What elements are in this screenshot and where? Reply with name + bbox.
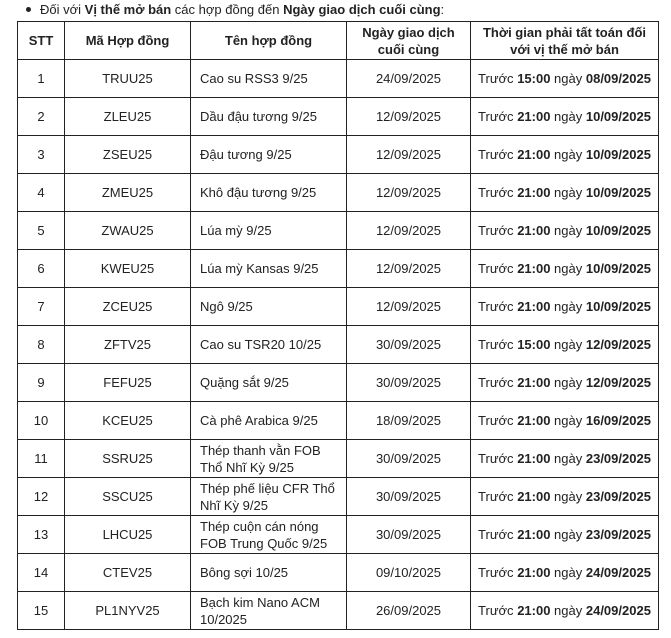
deadline-time: 21:00 (517, 565, 551, 580)
cell-contract-name: Khô đậu tương 9/25 (191, 174, 347, 212)
cell-contract-name: Cà phê Arabica 9/25 (191, 402, 347, 440)
deadline-mid: ngày (550, 223, 586, 238)
deadline-date: 10/09/2025 (585, 223, 651, 238)
deadline-time: 21:00 (517, 223, 551, 238)
deadline-mid: ngày (550, 147, 586, 162)
cell-contract-code: KCEU25 (65, 402, 191, 440)
deadline-prefix: Trước (478, 375, 518, 390)
deadline-mid: ngày (550, 375, 586, 390)
deadline-time: 15:00 (517, 71, 551, 86)
table-row (18, 136, 659, 174)
cell-stt: 8 (18, 326, 65, 364)
deadline-time: 21:00 (517, 413, 551, 428)
cell-contract-code: ZCEU25 (65, 288, 191, 326)
deadline-prefix: Trước (478, 71, 518, 86)
intro-suffix: : (440, 2, 445, 17)
cell-last-trading-day: 30/09/2025 (347, 478, 471, 516)
table-row (18, 326, 659, 364)
cell-stt: 15 (18, 592, 65, 630)
deadline-prefix: Trước (478, 185, 518, 200)
cell-stt: 13 (18, 516, 65, 554)
cell-settlement-deadline (471, 174, 659, 212)
cell-settlement-deadline (471, 326, 659, 364)
cell-contract-name: Thép thanh vằn FOB Thổ Nhĩ Kỳ 9/25 (191, 440, 347, 478)
cell-contract-name: Đậu tương 9/25 (191, 136, 347, 174)
header-contract-code: Mã Hợp đồng (65, 22, 191, 60)
deadline-prefix: Trước (478, 413, 518, 428)
cell-contract-code: TRUU25 (65, 60, 191, 98)
cell-contract-name: Lúa mỳ 9/25 (191, 212, 347, 250)
deadline-date: 10/09/2025 (585, 109, 651, 124)
cell-last-trading-day: 12/09/2025 (347, 174, 471, 212)
deadline-mid: ngày (550, 413, 586, 428)
deadline-date: 16/09/2025 (585, 413, 651, 428)
deadline-date: 10/09/2025 (585, 185, 651, 200)
table-header-row (18, 22, 659, 60)
cell-last-trading-day: 24/09/2025 (347, 60, 471, 98)
deadline-mid: ngày (550, 565, 586, 580)
cell-settlement-deadline (471, 98, 659, 136)
cell-last-trading-day: 30/09/2025 (347, 326, 471, 364)
deadline-date: 10/09/2025 (585, 147, 651, 162)
header-contract-name: Tên hợp đồng (191, 22, 347, 60)
deadline-date: 24/09/2025 (585, 565, 651, 580)
bullet-icon (26, 7, 31, 12)
deadline-time: 21:00 (517, 603, 551, 618)
deadline-mid: ngày (550, 489, 586, 504)
cell-contract-name: Ngô 9/25 (191, 288, 347, 326)
deadline-time: 21:00 (517, 185, 551, 200)
deadline-mid: ngày (550, 451, 586, 466)
cell-settlement-deadline (471, 288, 659, 326)
cell-last-trading-day: 12/09/2025 (347, 212, 471, 250)
cell-contract-name: Dầu đậu tương 9/25 (191, 98, 347, 136)
deadline-mid: ngày (550, 299, 586, 314)
cell-contract-name: Bông sợi 10/25 (191, 554, 347, 592)
table-row (18, 60, 659, 98)
cell-settlement-deadline (471, 516, 659, 554)
deadline-date: 23/09/2025 (585, 489, 651, 504)
deadline-mid: ngày (550, 603, 586, 618)
cell-settlement-deadline (471, 440, 659, 478)
table-row (18, 516, 659, 554)
table-row (18, 250, 659, 288)
cell-settlement-deadline (471, 250, 659, 288)
deadline-date: 12/09/2025 (585, 337, 651, 352)
cell-contract-code: PL1NYV25 (65, 592, 191, 630)
cell-contract-code: KWEU25 (65, 250, 191, 288)
cell-last-trading-day: 30/09/2025 (347, 440, 471, 478)
header-last-trading-day: Ngày giao dịch cuối cùng (347, 22, 471, 60)
deadline-mid: ngày (550, 527, 586, 542)
cell-last-trading-day: 12/09/2025 (347, 136, 471, 174)
deadline-prefix: Trước (478, 565, 518, 580)
cell-contract-code: ZFTV25 (65, 326, 191, 364)
deadline-date: 10/09/2025 (585, 261, 651, 276)
cell-last-trading-day: 09/10/2025 (347, 554, 471, 592)
deadline-prefix: Trước (478, 603, 518, 618)
cell-stt: 7 (18, 288, 65, 326)
deadline-time: 21:00 (517, 451, 551, 466)
intro-line (26, 1, 444, 19)
cell-stt: 14 (18, 554, 65, 592)
cell-contract-name: Cao su RSS3 9/25 (191, 60, 347, 98)
cell-stt: 4 (18, 174, 65, 212)
intro-bold-open-position: Vị thế mở bán (84, 2, 172, 17)
cell-contract-name: Quặng sắt 9/25 (191, 364, 347, 402)
cell-stt: 11 (18, 440, 65, 478)
contracts-table (17, 21, 659, 630)
deadline-date: 23/09/2025 (585, 451, 651, 466)
cell-settlement-deadline (471, 364, 659, 402)
cell-last-trading-day: 12/09/2025 (347, 288, 471, 326)
deadline-time: 21:00 (517, 299, 551, 314)
deadline-mid: ngày (550, 109, 586, 124)
deadline-prefix: Trước (478, 147, 518, 162)
table-row (18, 212, 659, 250)
cell-settlement-deadline (471, 212, 659, 250)
cell-contract-code: ZLEU25 (65, 98, 191, 136)
deadline-date: 10/09/2025 (585, 299, 651, 314)
cell-contract-name: Thép cuộn cán nóng FOB Trung Quốc 9/25 (191, 516, 347, 554)
deadline-prefix: Trước (478, 261, 518, 276)
deadline-mid: ngày (550, 337, 586, 352)
cell-last-trading-day: 30/09/2025 (347, 516, 471, 554)
deadline-time: 21:00 (517, 489, 551, 504)
deadline-date: 24/09/2025 (585, 603, 651, 618)
cell-stt: 1 (18, 60, 65, 98)
deadline-time: 21:00 (517, 527, 551, 542)
cell-stt: 9 (18, 364, 65, 402)
cell-stt: 2 (18, 98, 65, 136)
cell-settlement-deadline (471, 402, 659, 440)
table-row (18, 288, 659, 326)
cell-contract-code: CTEV25 (65, 554, 191, 592)
cell-last-trading-day: 12/09/2025 (347, 98, 471, 136)
table-row (18, 364, 659, 402)
cell-last-trading-day: 18/09/2025 (347, 402, 471, 440)
cell-contract-code: LHCU25 (65, 516, 191, 554)
deadline-prefix: Trước (478, 109, 518, 124)
cell-stt: 5 (18, 212, 65, 250)
table-row (18, 98, 659, 136)
deadline-time: 21:00 (517, 261, 551, 276)
cell-stt: 6 (18, 250, 65, 288)
cell-last-trading-day: 12/09/2025 (347, 250, 471, 288)
cell-contract-code: ZSEU25 (65, 136, 191, 174)
cell-contract-code: FEFU25 (65, 364, 191, 402)
cell-stt: 3 (18, 136, 65, 174)
deadline-date: 23/09/2025 (585, 527, 651, 542)
cell-contract-name: Lúa mỳ Kansas 9/25 (191, 250, 347, 288)
deadline-date: 08/09/2025 (585, 71, 651, 86)
intro-middle: các hợp đồng đến (171, 2, 284, 17)
cell-last-trading-day: 30/09/2025 (347, 364, 471, 402)
deadline-time: 21:00 (517, 375, 551, 390)
table-row (18, 402, 659, 440)
deadline-prefix: Trước (478, 223, 518, 238)
cell-contract-code: SSCU25 (65, 478, 191, 516)
cell-settlement-deadline (471, 60, 659, 98)
cell-contract-name: Cao su TSR20 10/25 (191, 326, 347, 364)
cell-settlement-deadline (471, 478, 659, 516)
deadline-time: 21:00 (517, 147, 551, 162)
deadline-time: 15:00 (517, 337, 551, 352)
deadline-prefix: Trước (478, 299, 518, 314)
cell-contract-code: ZMEU25 (65, 174, 191, 212)
deadline-mid: ngày (550, 185, 586, 200)
cell-last-trading-day: 26/09/2025 (347, 592, 471, 630)
deadline-mid: ngày (550, 261, 586, 276)
header-stt: STT (18, 22, 65, 60)
table-row (18, 478, 659, 516)
cell-contract-code: SSRU25 (65, 440, 191, 478)
cell-contract-name: Bạch kim Nano ACM 10/2025 (191, 592, 347, 630)
table-row (18, 440, 659, 478)
cell-contract-name: Thép phế liệu CFR Thổ Nhĩ Kỳ 9/25 (191, 478, 347, 516)
cell-stt: 12 (18, 478, 65, 516)
cell-settlement-deadline (471, 554, 659, 592)
intro-prefix: Đối với (40, 2, 85, 17)
table-body (18, 60, 659, 630)
deadline-mid: ngày (550, 71, 586, 86)
cell-stt: 10 (18, 402, 65, 440)
intro-bold-last-trading-day: Ngày giao dịch cuối cùng (283, 2, 441, 17)
deadline-prefix: Trước (478, 489, 518, 504)
deadline-time: 21:00 (517, 109, 551, 124)
deadline-date: 12/09/2025 (585, 375, 651, 390)
cell-settlement-deadline (471, 136, 659, 174)
table-row (18, 592, 659, 630)
cell-settlement-deadline (471, 592, 659, 630)
table-row (18, 554, 659, 592)
cell-contract-code: ZWAU25 (65, 212, 191, 250)
table-row (18, 174, 659, 212)
deadline-prefix: Trước (478, 337, 518, 352)
deadline-prefix: Trước (478, 527, 518, 542)
header-settlement-deadline: Thời gian phải tất toán đối với vị thế mở bán (471, 22, 659, 60)
deadline-prefix: Trước (478, 451, 518, 466)
